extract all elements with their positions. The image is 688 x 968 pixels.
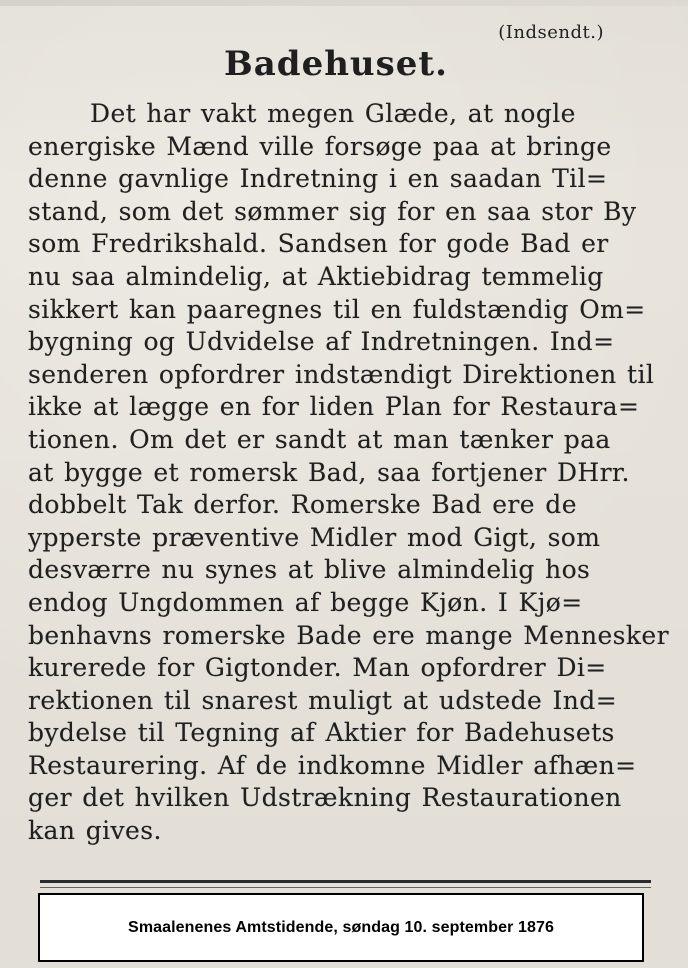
article-line: senderen opfordrer indstændigt Direktionen til [28, 359, 655, 389]
article-line: stand, som det sømmer sig for en saa stor By [28, 196, 637, 226]
article-line: at bygge et romersk Bad, saa fortjener DHrr. [28, 457, 630, 487]
article-line: kurerede for Gigtonder. Man opfordrer Di= [28, 653, 607, 683]
article-line: desværre nu synes at blive almindelig hos [28, 555, 591, 585]
article-line: nu saa almindelig, at Aktiebidrag temmelig [28, 261, 604, 291]
article-line: denne gavnlige Indretning i en saadan Til= [28, 164, 608, 194]
article-line: Det har vakt megen Glæde, at nogle [90, 99, 576, 128]
article-line: energiske Mænd ville forsøge paa at bringe [28, 131, 612, 161]
section-divider-thick [40, 880, 651, 883]
article-line: tionen. Om det er sandt at man tænker paa [28, 424, 611, 454]
article-line: bygning og Udvidelse af Indretningen. Ind= [28, 327, 615, 357]
source-caption-box [38, 893, 644, 962]
source-caption: Smaalenenes Amtstidende, søndag 10. september 1876 [128, 918, 554, 936]
article-tag: (Indsendt.) [498, 22, 604, 43]
article-line: endog Ungdommen af begge Kjøn. I Kjø= [28, 587, 583, 617]
article-line: sikkert kan paaregnes til en fuldstændig Om= [28, 294, 646, 324]
article-line: benhavns romerske Bade ere mange Mennesker [28, 620, 669, 650]
article-line: ypperste præventive Midler mod Gigt, som [28, 522, 601, 552]
article-line: kan gives. [28, 816, 162, 846]
article-body [28, 98, 669, 848]
section-divider-thin [40, 887, 651, 888]
article-line: rektionen til snarest muligt at udstede Ind= [28, 685, 618, 715]
article-line: Restaurering. Af de indkomne Midler afhæn= [28, 750, 637, 780]
article-line: ikke at lægge en for liden Plan for Restaura= [28, 392, 640, 422]
top-border [0, 0, 688, 6]
article-title: Badehuset. [224, 44, 448, 84]
article-line: bydelse til Tegning af Aktier for Badehusets [28, 718, 615, 748]
article-line: dobbelt Tak derfor. Romerske Bad ere de [28, 490, 577, 520]
article-line: ger det hvilken Udstrækning Restaurationen [28, 783, 622, 813]
article-line: som Fredrikshald. Sandsen for gode Bad er [28, 229, 609, 259]
